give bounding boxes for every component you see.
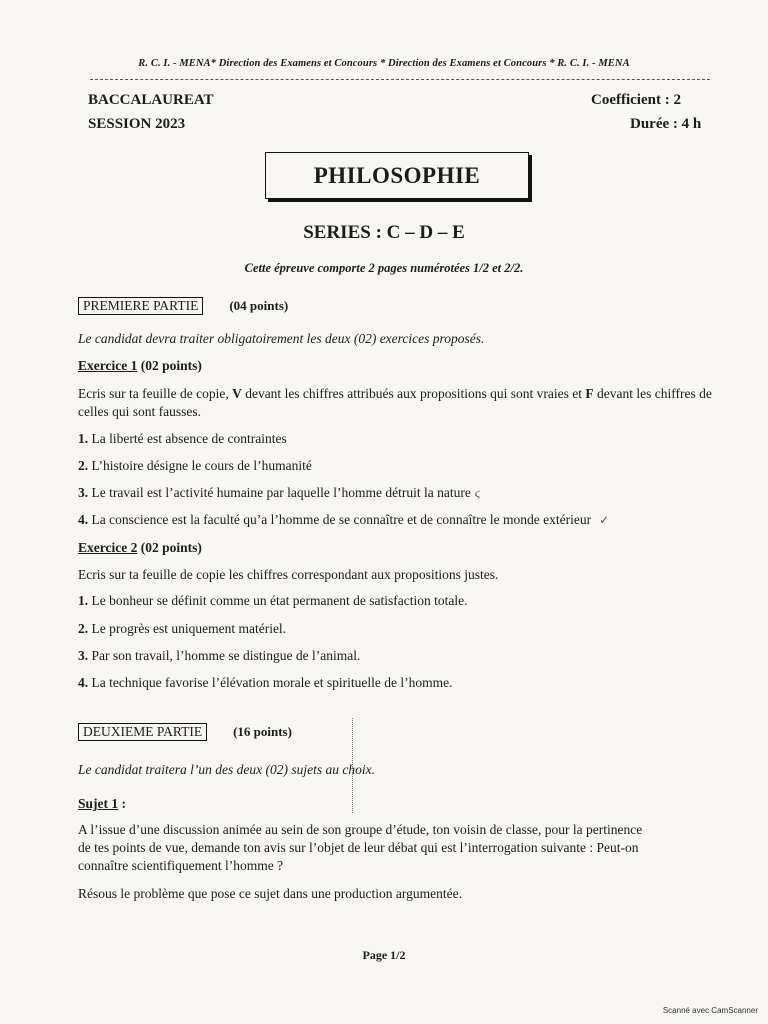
item-text: La conscience est la faculté qu’a l’homme de se connaître et de connaître le monde extérieur [91, 512, 592, 527]
pages-note: Cette épreuve comporte 2 pages numérotées 1/2 et 2/2. [244, 261, 524, 275]
item-number: 3. [78, 648, 89, 663]
exercise1-prompt [78, 385, 728, 421]
pencil-mark-icon: ϛ [474, 486, 480, 500]
exercise1-item [78, 512, 609, 528]
subject1-colon: : [118, 796, 126, 811]
exercise2-title: Exercice 2 [78, 540, 138, 555]
exercise1-heading [78, 358, 202, 374]
exercise1-item [78, 485, 480, 501]
item-text: Par son travail, l’homme se distingue de l’animal. [91, 648, 361, 663]
part2-points: (16 points) [233, 724, 292, 739]
subject-title: PHILOSOPHIE [313, 162, 481, 188]
part1-heading [78, 297, 288, 315]
exercise2-item [78, 621, 286, 637]
item-number: 1. [78, 593, 89, 608]
subject-title-box [265, 152, 529, 199]
page-number: Page 1/2 [362, 948, 406, 962]
prompt-true-letter: V [232, 386, 242, 401]
subject1-title: Sujet 1 [78, 796, 119, 811]
part1-label: PREMIERE PARTIE [78, 297, 203, 315]
exercise2-item [78, 648, 360, 664]
item-number: 1. [78, 431, 89, 446]
item-text: La technique favorise l’élévation morale et spirituelle de l’homme. [91, 675, 453, 690]
exercise2-points: (02 points) [137, 540, 202, 555]
item-text: La liberté est absence de contraintes [91, 431, 287, 446]
exam-session: SESSION 2023 [88, 116, 186, 132]
exercise2-prompt: Ecris sur ta feuille de copie les chiffres correspondant aux propositions justes. [78, 567, 499, 582]
scanner-watermark: Scanné avec CamScanner [662, 1006, 758, 1015]
subject1-heading [78, 796, 126, 812]
prompt-part-c: devant les chiffres de celles qui sont fausses. [78, 386, 712, 419]
exercise1-title: Exercice 1 [78, 358, 138, 373]
subject1-task: Résous le problème que pose ce sujet dans une production argumentée. [78, 886, 463, 901]
pencil-mark-icon: ✓ [599, 513, 610, 527]
exercise2-item [78, 593, 468, 609]
item-text: Le travail est l’activité humaine par laquelle l’homme détruit la nature [91, 485, 471, 500]
series-line: SERIES : C – D – E [303, 222, 465, 243]
part1-points: (04 points) [229, 298, 289, 313]
prompt-false-letter: F [585, 386, 594, 401]
prompt-part-a: Ecris sur ta feuille de copie, [78, 386, 233, 401]
exercise2-item [78, 675, 453, 691]
part1-instruction: Le candidat devra traiter obligatoirement les deux (02) exercices proposés. [78, 331, 485, 346]
prompt-part-b: devant les chiffres attribués aux propositions qui sont vraies et [241, 386, 586, 401]
exam-duration: Durée : 4 h [630, 116, 702, 132]
header-divider [90, 79, 710, 80]
exercise1-item [78, 431, 287, 447]
exercise1-points: (02 points) [137, 358, 202, 373]
part2-label: DEUXIEME PARTIE [78, 723, 207, 741]
item-number: 2. [78, 621, 89, 636]
item-number: 3. [78, 485, 89, 500]
item-text: Le bonheur se définit comme un état permanent de satisfaction totale. [91, 593, 468, 608]
exam-coefficient: Coefficient : 2 [591, 92, 681, 108]
item-number: 4. [78, 675, 89, 690]
subject1-line: connaître scientifiquement l’homme ? [78, 858, 284, 873]
exercise1-item [78, 458, 312, 474]
subject1-line: de tes points de vue, demande ton avis sur l’objet de leur débat qui est l’interrogation suivante : Peut-on [78, 840, 639, 855]
exercise2-heading [78, 540, 202, 556]
subject1-line: A l’issue d’une discussion animée au sein de son groupe d’étude, ton voisin de classe, pour la pertinence [78, 822, 643, 837]
part2-instruction: Le candidat traitera l’un des deux (02) sujets au choix. [78, 762, 375, 777]
institution-header: R. C. I. - MENA* Direction des Examens et Concours * Direction des Examens et Concours * R. C. I. - MENA [138, 58, 630, 69]
item-number: 2. [78, 458, 89, 473]
item-text: Le progrès est uniquement matériel. [91, 621, 287, 636]
exam-name: BACCALAUREAT [88, 92, 214, 108]
part2-heading [78, 723, 292, 741]
item-number: 4. [78, 512, 89, 527]
item-text: L’histoire désigne le cours de l’humanité [91, 458, 312, 473]
